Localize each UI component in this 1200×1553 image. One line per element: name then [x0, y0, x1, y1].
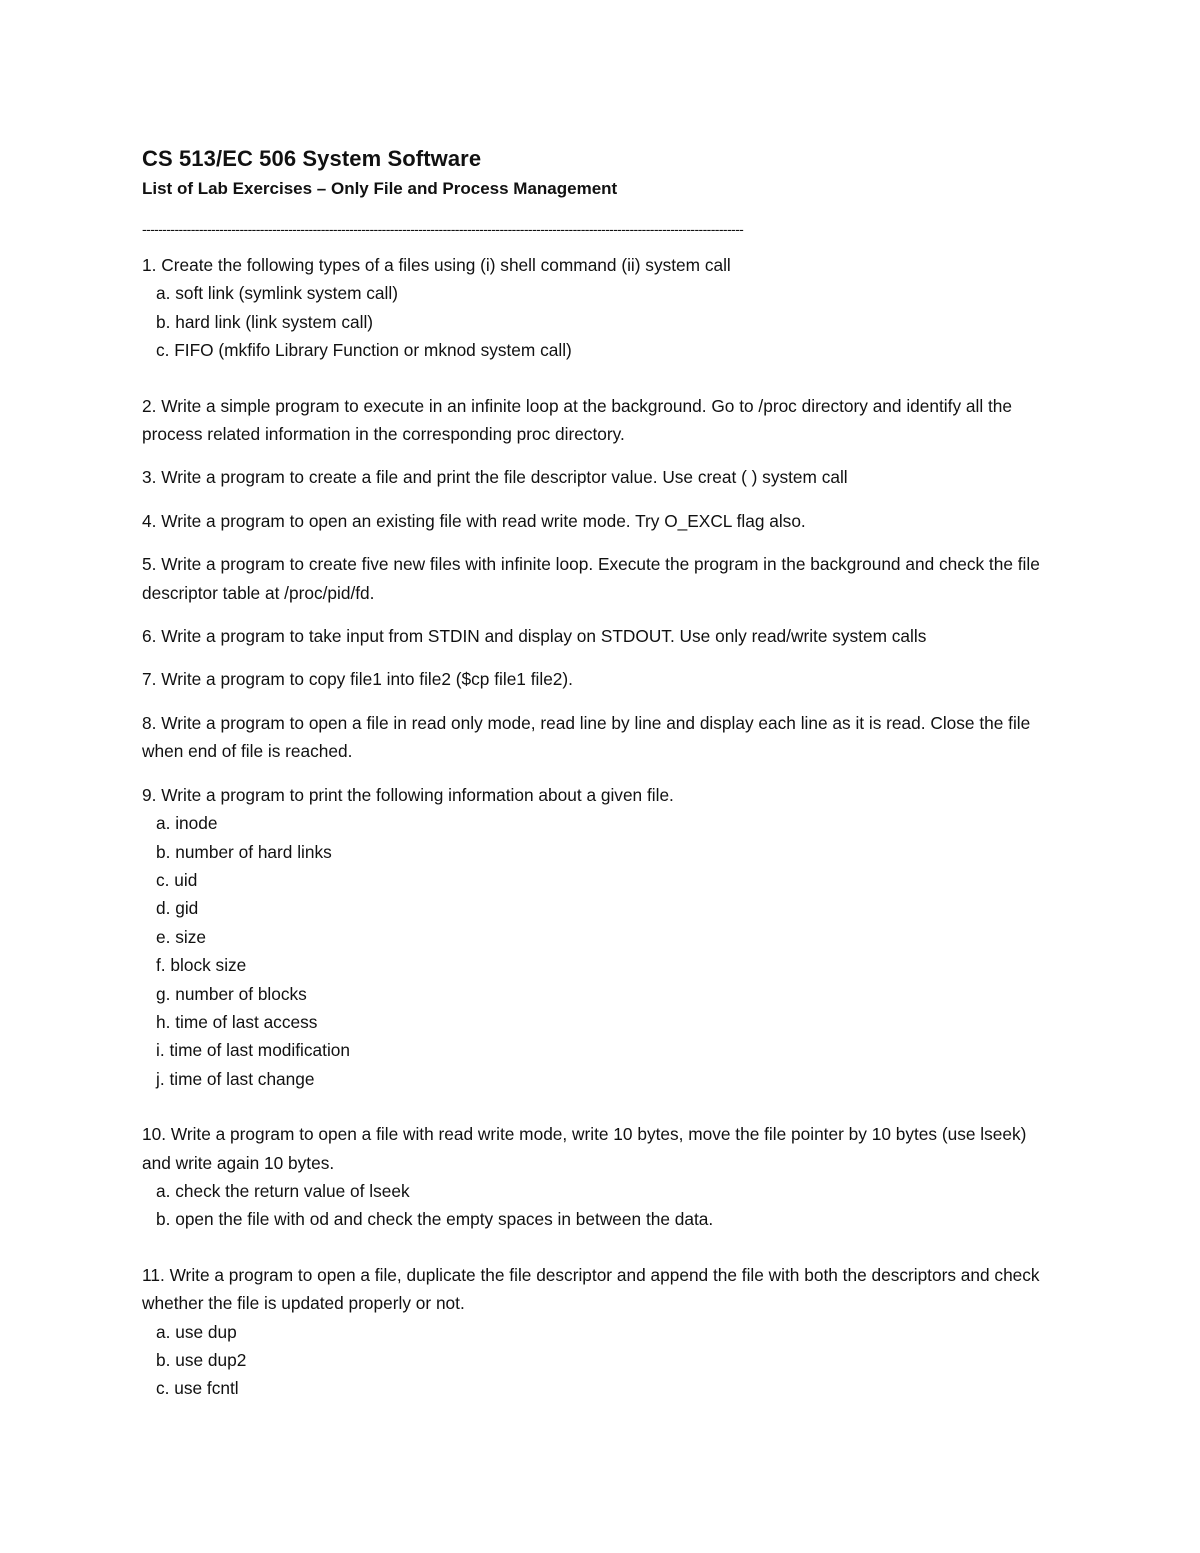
sub-item: a. check the return value of lseek	[156, 1180, 410, 1201]
exercise-text: Write a program to open a file in read only mode, read line by line and display each line as it is read. Close the file when end of file is reached.	[142, 712, 1031, 762]
exercise-number: 8.	[142, 712, 157, 733]
exercise-text: Write a program to copy file1 into file2 ($cp file1 file2).	[161, 669, 573, 690]
exercise-number: 10.	[142, 1124, 167, 1145]
sub-item: a. use dup	[156, 1321, 237, 1342]
exercise-number: 5.	[142, 554, 157, 575]
exercise-number: 7.	[142, 669, 157, 690]
exercise-number: 6.	[142, 626, 157, 647]
sub-item: b. use dup2	[156, 1350, 247, 1370]
sub-item: a. inode	[156, 813, 218, 834]
sub-item: c. use fcntl	[156, 1378, 239, 1399]
exercise-item	[142, 251, 1042, 365]
sub-item: f. block size	[156, 955, 247, 976]
exercise-item	[142, 392, 1042, 449]
sub-item: e. size	[156, 926, 206, 947]
sub-item: j. time of last change	[156, 1068, 315, 1089]
exercise-item	[142, 709, 1042, 766]
document-subtitle: List of Lab Exercises – Only File and Process Management	[142, 179, 618, 198]
sub-item: i. time of last modification	[156, 1040, 351, 1061]
exercise-text: Write a program to print the following information about a given file.	[161, 784, 674, 805]
exercise-item	[142, 781, 1042, 1093]
exercise-number: 9.	[142, 784, 157, 805]
exercise-text: Write a simple program to execute in an infinite loop at the background. Go to /proc directory and identify all the process related information in the corresponding proc directory.	[142, 395, 1012, 445]
sub-item: b. open the file with od and check the empty spaces in between the data.	[156, 1209, 714, 1230]
exercise-item	[142, 622, 1042, 650]
sub-item: b. number of hard links	[156, 841, 332, 862]
document-page	[142, 140, 1042, 1418]
exercise-item	[142, 1261, 1042, 1403]
exercise-number: 4.	[142, 510, 157, 531]
exercise-item	[142, 550, 1042, 607]
exercise-text: Write a program to create a file and print the file descriptor value. Use creat ( ) system call	[161, 467, 848, 488]
exercise-number: 2.	[142, 395, 157, 416]
dashed-separator: ----------------------------------------------------------------------------------------------------------------------------------------------------	[142, 221, 744, 237]
exercise-number: 11.	[142, 1264, 165, 1285]
exercise-text: Write a program to create five new files with infinite loop. Execute the program in the background and check the file descriptor table at /proc/pid/fd.	[142, 554, 1040, 603]
sub-item: a. soft link (symlink system call)	[156, 283, 398, 304]
exercise-number: 1.	[142, 255, 157, 275]
exercise-item	[142, 507, 1042, 535]
sub-item: d. gid	[156, 898, 199, 919]
exercise-text: Write a program to open an existing file with read write mode. Try O_EXCL flag also.	[161, 510, 806, 531]
sub-item: c. uid	[156, 869, 198, 890]
exercise-text: Write a program to open a file, duplicate the file descriptor and append the file with both the descriptors and check whether the file is updated properly or not.	[142, 1264, 1040, 1314]
exercise-text: Write a program to open a file with read write mode, write 10 bytes, move the file pointer by 10 bytes (use lseek) and write again 10 bytes.	[142, 1124, 1027, 1173]
sub-item: g. number of blocks	[156, 983, 307, 1004]
sub-item: b. hard link (link system call)	[156, 311, 374, 332]
exercise-item	[142, 1120, 1042, 1234]
document-title: CS 513/EC 506 System Software	[142, 146, 482, 171]
exercise-item	[142, 463, 1042, 491]
exercise-number: 3.	[142, 467, 157, 488]
sub-item: c. FIFO (mkfifo Library Function or mknod system call)	[156, 340, 572, 361]
exercise-item	[142, 665, 1042, 693]
exercise-list	[142, 251, 1042, 1403]
exercise-text: Write a program to take input from STDIN and display on STDOUT. Use only read/write system calls	[161, 626, 927, 647]
exercise-text: Create the following types of a files using (i) shell command (ii) system call	[161, 255, 731, 275]
sub-item: h. time of last access	[156, 1011, 318, 1032]
